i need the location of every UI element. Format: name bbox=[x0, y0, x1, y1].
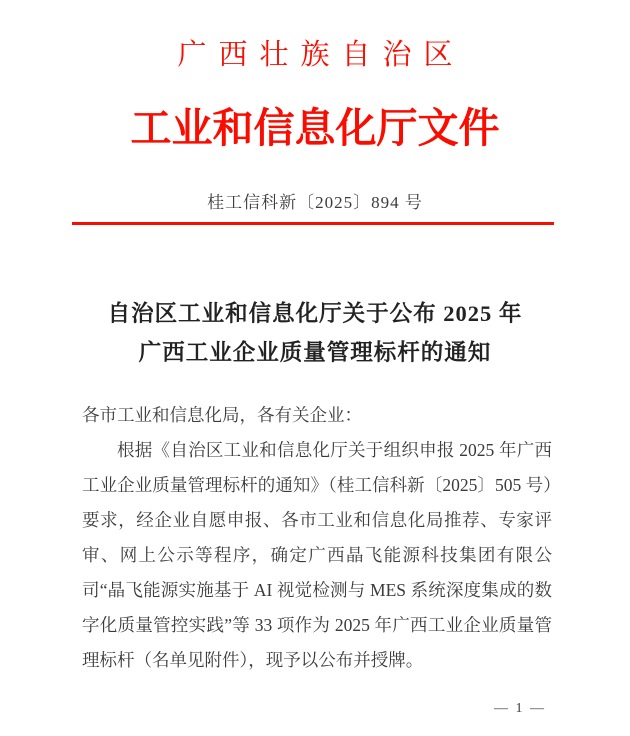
red-divider-rule bbox=[72, 222, 554, 225]
document-title-line1: 自治区工业和信息化厅关于公布 2025 年 bbox=[107, 301, 523, 326]
header-org-title: 工业和信息化厅文件 bbox=[130, 105, 500, 151]
document-title bbox=[40, 294, 590, 372]
document-body bbox=[82, 398, 552, 678]
body-paragraph: 根据《自治区工业和信息化厅关于组织申报 2025 年广西工业企业质量管理标杆的通知》（桂工信科新〔2025〕505 号）要求，经企业自愿申报、各市工业和信息化局推荐、专家评审、网上公示等程序，确定广西晶飞能源科技集团有限公司“晶飞能源实施基于 AI 视觉检测与 MES 系统深度集成的数字化质量管控实践”等 33 项作为 2025 年广西工业企业质量管理标杆（名单见附件），现予以公布并授牌。 bbox=[82, 440, 552, 670]
page-number: — 1 — bbox=[494, 701, 546, 716]
salutation-line: 各市工业和信息化局，各有关企业： bbox=[82, 405, 362, 425]
header-region-name: 广西壮族自治区 bbox=[177, 39, 465, 71]
document-title-line2: 广西工业企业质量管理标杆的通知 bbox=[138, 340, 492, 365]
document-number: 桂工信科新〔2025〕894 号 bbox=[207, 193, 423, 212]
